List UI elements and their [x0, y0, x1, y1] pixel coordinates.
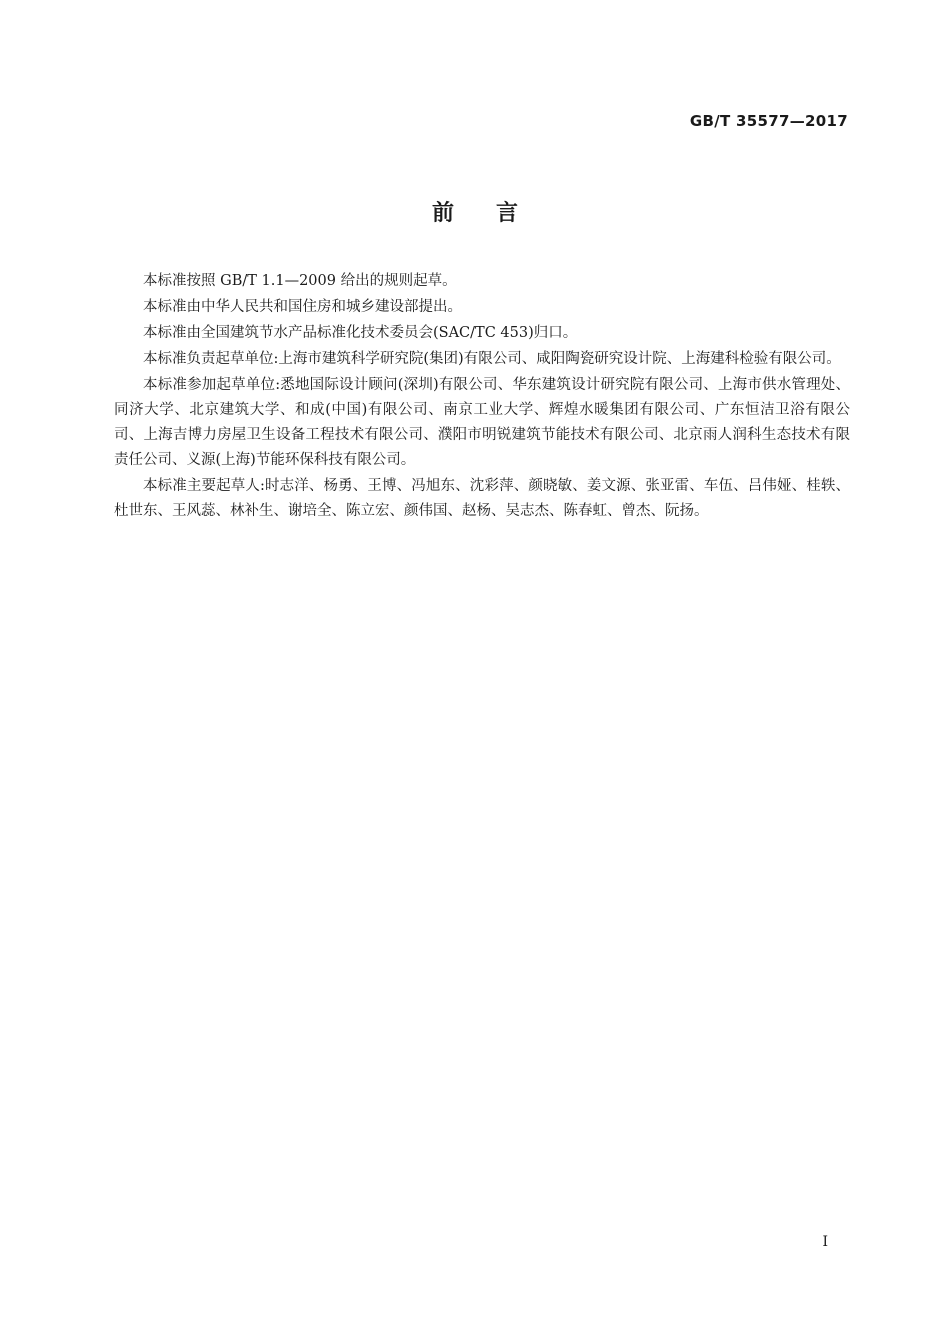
paragraph-drafting-rules: 本标准按照 GB/T 1.1—2009 给出的规则起草。 [143, 273, 457, 289]
paragraph-technical-committee: 本标准由全国建筑节水产品标准化技术委员会(SAC/TC 453)归口。 [143, 325, 578, 341]
page-number: I [822, 1234, 828, 1250]
paragraph-responsible-drafters: 本标准负责起草单位:上海市建筑科学研究院(集团)有限公司、咸阳陶瓷研究设计院、上海建科检验有限公司。 [143, 351, 841, 367]
foreword-body [114, 269, 850, 525]
paragraph-main-drafters: 本标准主要起草人:时志洋、杨勇、王博、冯旭东、沈彩萍、颜晓敏、姜文源、张亚雷、车伍、吕伟娅、桂轶、杜世东、王风蕊、林补生、谢培全、陈立宏、颜伟国、赵杨、吴志杰、陈春虹、曾杰、阮扬。 [114, 478, 850, 519]
page-title: 前言 [431, 201, 560, 226]
paragraph-proposer: 本标准由中华人民共和国住房和城乡建设部提出。 [143, 299, 462, 315]
paragraph-participating-drafters: 本标准参加起草单位:悉地国际设计顾问(深圳)有限公司、华东建筑设计研究院有限公司、上海市供水管理处、同济大学、北京建筑大学、和成(中国)有限公司、南京工业大学、辉煌水暖集团有限公司、广东恒洁卫浴有限公司、上海吉博力房屋卫生设备工程技术有限公司、濮阳市明锐建筑节能技术有限公司、北京雨人润科生态技术有限责任公司、义源(上海)节能环保科技有限公司。 [114, 377, 850, 468]
standard-number: GB/T 35577—2017 [689, 112, 848, 130]
